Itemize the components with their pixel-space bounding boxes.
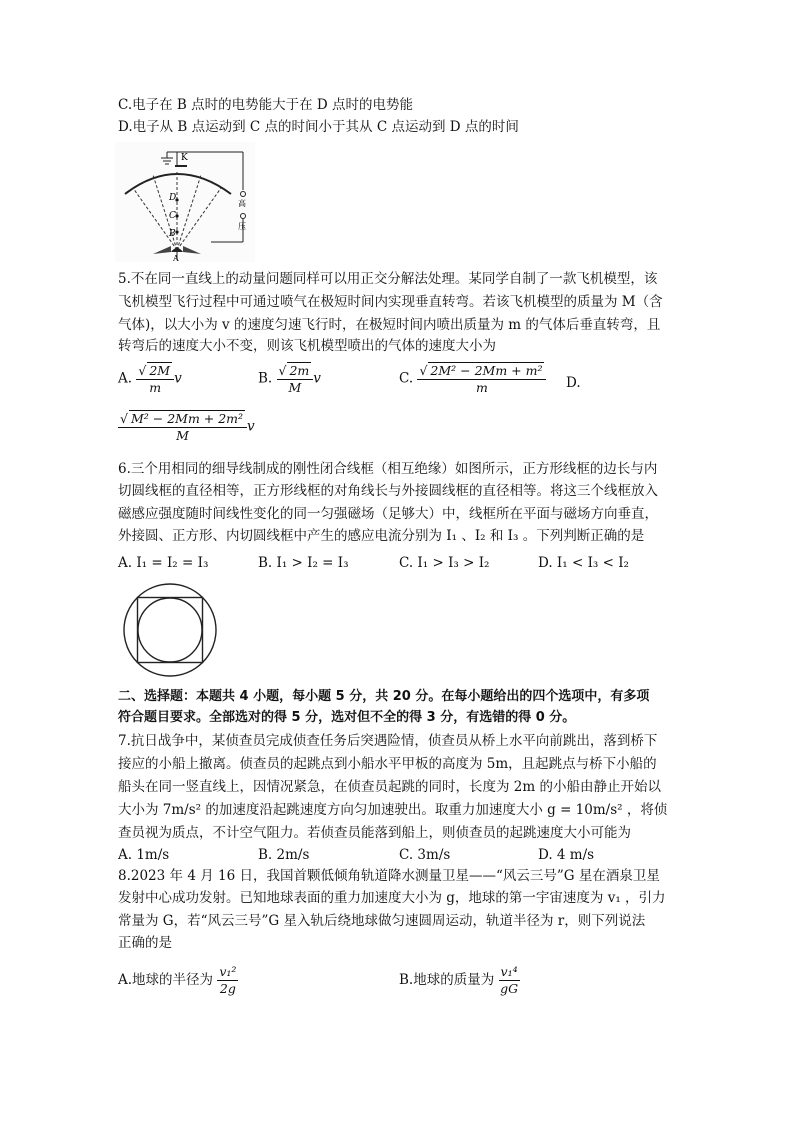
q7-line-4: 大小为 7m/s² 的加速度沿起跳速度方向匀加速驶出。取重力加速度大小 g = 10m/s² ，将侦 <box>118 802 668 818</box>
q7-option-a: A. 1m/s <box>118 847 170 863</box>
label-c: C <box>169 211 176 221</box>
q6-line-3: 磁感应强度随时间线性变化的同一匀强磁场（足够大）中，线框所在平面与磁场方向垂直， <box>118 506 658 522</box>
q8-opt-b-prefix: B.地球的质量为 <box>399 972 495 988</box>
q8-line-1: 8.2023 年 4 月 16 日，我国首颗低倾角轨道降水测量卫星——“风云三号”G 星在酒泉卫星 <box>118 868 660 884</box>
q5-option-b <box>258 362 321 396</box>
q5-opt-c-prefix: C. <box>399 370 414 387</box>
q8-opt-a-prefix: A.地球的半径为 <box>118 972 214 988</box>
inscribed-circle <box>138 598 202 662</box>
q6-option-b: B. I₁ > I₂ = I₃ <box>258 555 349 571</box>
q5-opt-b-den: M <box>288 380 302 395</box>
q8-opt-a-num: v₁² <box>219 964 237 979</box>
wire-frames-figure <box>120 580 220 680</box>
q8-opt-a-den: 2g <box>219 981 236 996</box>
q5-line-3: 气体)，以大小为 v 的速度匀速飞行时，在极短时间内喷出质量为 m 的气体后垂直转弯，且 <box>118 317 661 333</box>
q4-option-c: C.电子在 B 点时的电势能大于在 D 点时的电势能 <box>118 97 414 113</box>
q5-opt-d-den: M <box>176 428 189 443</box>
q7-line-3: 船头在同一竖直线上，因情况紧急，在侦查员起跳的同时，长度为 2m 的小船由静止开始以 <box>118 779 661 795</box>
q5-opt-b-fraction: $\frac{√ 2m}{M}$ <box>277 362 314 396</box>
section2-line-1: 二、选择题：本题共 4 小题，每小题 5 分，共 20 分。在每小题给出的四个选项中，有多项 <box>118 689 650 704</box>
label-a: A <box>173 254 179 262</box>
q5-opt-a-v: v <box>174 370 182 387</box>
q7-line-2: 接应的小船上撤离。侦查员的起跳点到小船水平甲板的高度为 5m，且起跳点与桥下小船的 <box>118 756 657 772</box>
q7-line-5: 查员视为质点，不计空气阻力。若侦查员能落到船上，则侦查员的起跳速度大小可能为 <box>118 825 631 841</box>
q8-option-a <box>118 964 238 997</box>
q5-opt-b-prefix: B. <box>258 370 273 387</box>
q5-option-c <box>399 362 546 396</box>
q7-option-c: C. 3m/s <box>399 847 451 863</box>
q5-option-d <box>118 410 255 444</box>
q8-line-4: 正确的是 <box>118 935 172 951</box>
q8-line-3: 常量为 G，若“风云三号”G 星入轨后绕地球做匀速圆周运动，轨道半径为 r，则下列说法 <box>118 913 646 929</box>
q5-option-d-prefix: D. <box>566 375 581 391</box>
q5-option-a <box>118 362 182 396</box>
q6-line-2: 切圆线框的直径相等，正方形线框的对角线长与外接圆线框的直径相等。将这三个线框放入 <box>118 483 658 499</box>
q5-opt-c-num: 2M² − 2Mm + m² <box>430 363 543 378</box>
q8-opt-b-fraction <box>499 964 520 997</box>
q4-option-d: D.电子从 B 点运动到 C 点的时间小于其从 C 点运动到 D 点的时间 <box>118 119 519 135</box>
q5-line-2: 飞机模型飞行过程中可通过喷气在极短时间内实现垂直转弯。若该飞机模型的质量为 M（含 <box>118 294 663 310</box>
q8-opt-b-num: v₁⁴ <box>500 964 518 979</box>
q8-opt-a-fraction <box>217 964 238 997</box>
label-b: B <box>169 229 176 239</box>
q5-line-4: 转弯后的速度大小不变，则该飞机模型喷出的气体的速度大小为 <box>118 338 496 354</box>
q5-opt-a-den: m <box>149 380 162 395</box>
q5-opt-b-num: 2m <box>289 363 310 378</box>
q6-option-d: D. I₁ < I₃ < I₂ <box>538 555 629 571</box>
q5-opt-a-fraction: $\frac{√ 2M}{m}$ <box>136 362 174 396</box>
section2-line-2: 符合题目要求。全部选对的得 5 分，选对但不全的得 3 分，有选错的得 0 分。 <box>118 710 576 725</box>
label-k: K <box>181 153 188 163</box>
q7-line-1: 7.抗日战争中，某侦查员完成侦查任务后突遇险情，侦查员从桥上水平向前跳出，落到桥下 <box>118 733 658 749</box>
q5-opt-c-fraction: $\frac{\text{√ 2M² − 2Mm + m²}}{m}$ <box>417 362 546 396</box>
q5-opt-b-v: v <box>313 370 321 387</box>
q5-opt-a-num: 2M <box>149 363 171 378</box>
q7-option-d: D. 4 m/s <box>538 847 595 863</box>
q8-line-2: 发射中心成功发射。已知地球表面的重力加速度大小为 g，地球的第一宇宙速度为 v₁ ，引力 <box>118 890 666 906</box>
q6-option-c: C. I₁ > I₃ > I₂ <box>399 555 490 571</box>
label-ya: 压 <box>238 222 246 231</box>
q6-option-a: A. I₁ = I₂ = I₃ <box>118 555 209 571</box>
q7-option-b: B. 2m/s <box>258 847 310 863</box>
q5-opt-c-den: m <box>476 380 488 395</box>
label-d: D <box>169 193 177 203</box>
q5-opt-a-prefix: A. <box>118 370 133 387</box>
q6-line-1: 6.三个用相同的细导线制成的刚性闭合线框（相互绝缘）如图所示，正方形线框的边长与内 <box>118 461 658 477</box>
q5-opt-d-fraction: $\frac{\text{√ M² − 2Mm + 2m²}}{M}$ <box>118 410 247 444</box>
q5-line-1: 5.不在同一直线上的动量问题同样可以用正交分解法处理。某同学自制了一款飞机模型，该 <box>118 271 658 287</box>
q8-option-b <box>399 964 520 997</box>
q6-line-4: 外接圆、正方形、内切圆线框中产生的感应电流分别为 I₁ 、I₂ 和 I₃ 。下列判断正确的是 <box>118 528 645 544</box>
q5-opt-d-num: M² − 2Mm + 2m² <box>130 411 244 426</box>
q8-opt-b-den: gG <box>500 981 519 996</box>
label-gao: 高 <box>238 199 246 208</box>
q5-opt-d-v: v <box>247 418 255 435</box>
electron-gun-figure <box>115 142 255 262</box>
